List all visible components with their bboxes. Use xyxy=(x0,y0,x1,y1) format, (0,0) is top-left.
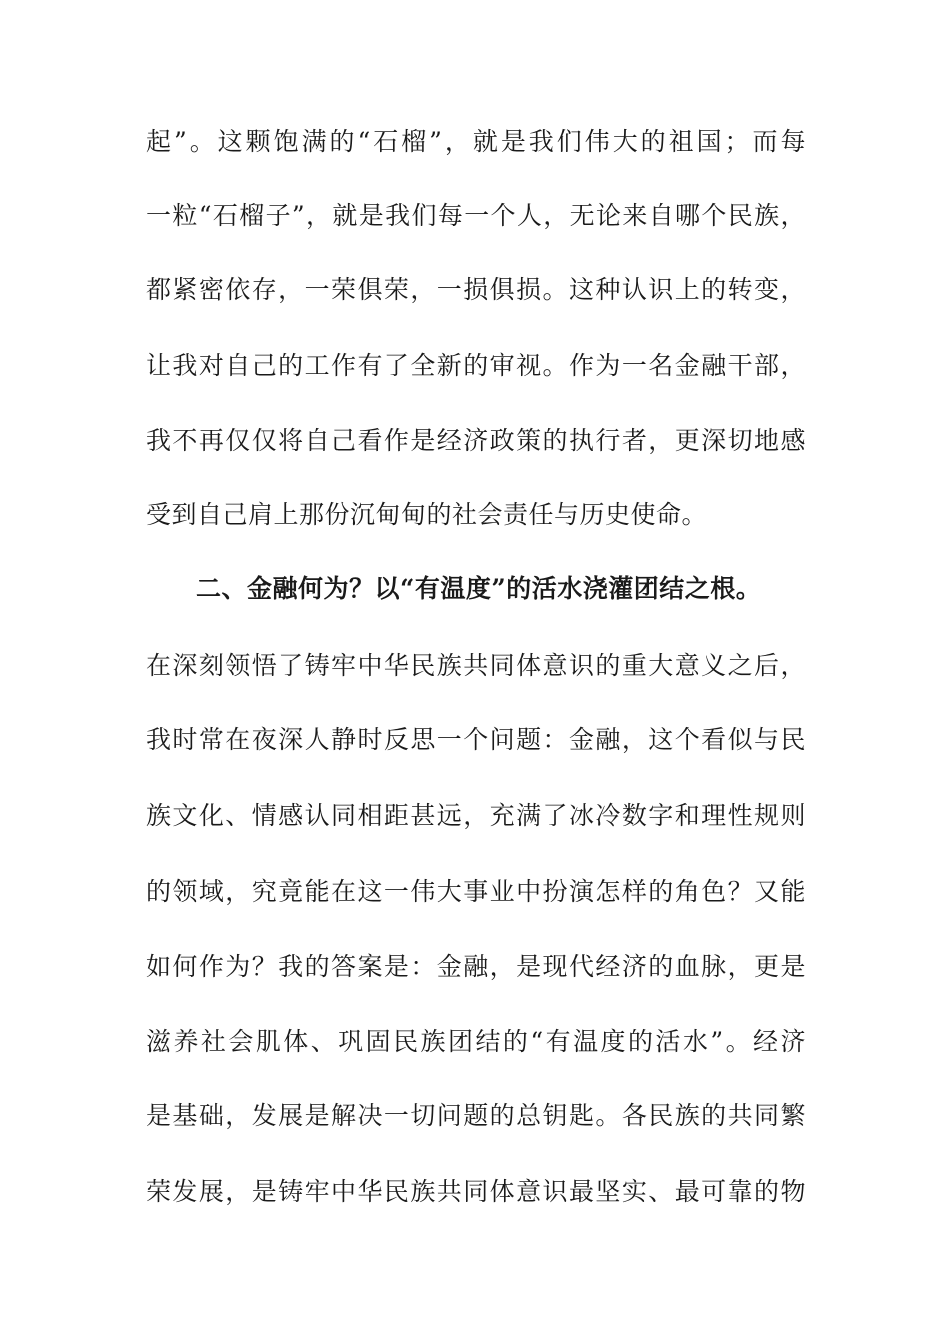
paragraph-2-line-6: 滋养社会肌体、巩固民族团结的“有温度的活水”。经济 xyxy=(146,1027,806,1056)
paragraph-2-line-4: 的领域，究竟能在这一伟大事业中扮演怎样的角色？又能 xyxy=(146,877,806,906)
paragraph-1-line-1: 起”。这颗饱满的“石榴”，就是我们伟大的祖国；而每 xyxy=(146,127,806,156)
paragraph-2-line-5: 如何作为？我的答案是：金融，是现代经济的血脉，更是 xyxy=(146,952,806,981)
paragraph-1-line-2: 一粒“石榴子”，就是我们每一个人，无论来自哪个民族， xyxy=(146,201,806,230)
paragraph-2-line-2: 我时常在夜深人静时反思一个问题：金融，这个看似与民 xyxy=(146,725,806,754)
paragraph-1-line-6: 受到自己肩上那份沉甸甸的社会责任与历史使命。 xyxy=(146,500,708,529)
paragraph-2-line-3: 族文化、情感认同相距甚远，充满了冰冷数字和理性规则 xyxy=(146,801,806,830)
paragraph-2-line-1: 在深刻领悟了铸牢中华民族共同体意识的重大意义之后， xyxy=(146,651,806,680)
paragraph-2-line-7: 是基础，发展是解决一切问题的总钥匙。各民族的共同繁 xyxy=(146,1101,806,1130)
paragraph-1-line-5: 我不再仅仅将自己看作是经济政策的执行者，更深切地感 xyxy=(146,426,806,455)
paragraph-1-line-3: 都紧密依存，一荣俱荣，一损俱损。这种认识上的转变， xyxy=(146,275,806,304)
section-heading: 二、金融何为？以“有温度”的活水浇灌团结之根。 xyxy=(196,574,762,603)
paragraph-1-line-4: 让我对自己的工作有了全新的审视。作为一名金融干部， xyxy=(146,351,806,380)
paragraph-2-line-8: 荣发展，是铸牢中华民族共同体意识最坚实、最可靠的物 xyxy=(146,1177,806,1206)
